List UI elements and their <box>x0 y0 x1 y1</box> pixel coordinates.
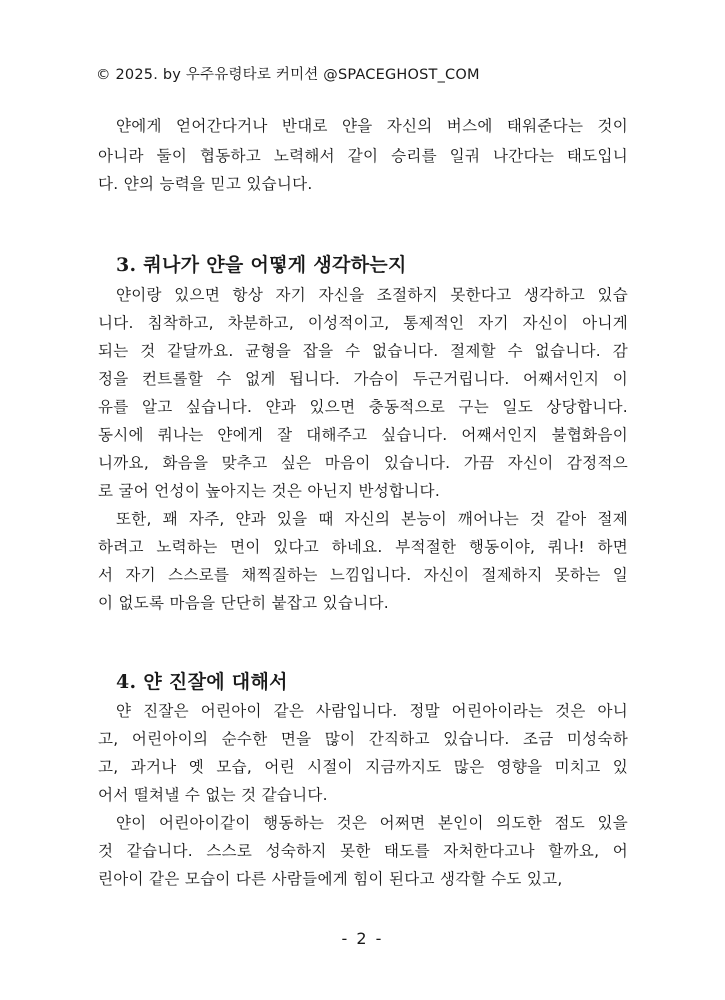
section-3-line: 이 없도록 마음을 단단히 붙잡고 있습니다. <box>98 594 390 612</box>
section-3-line: 되는 것 같달까요. 균형을 잡을 수 없습니다. 절제할 수 없습니다. 감 <box>98 342 628 360</box>
section-3-line: 니까요, 화음을 맞추고 싶은 마음이 있습니다. 가끔 자신이 감정적으 <box>98 454 628 472</box>
section-3-line: 니다. 침착하고, 차분하고, 이성적이고, 통제적인 자기 자신이 아니게 <box>98 314 628 332</box>
section-3-line: 로 굴어 언성이 높아지는 것은 아닌지 반성합니다. <box>98 482 441 500</box>
section-3-line: 동시에 쿼나는 얀에게 잘 대해주고 싶습니다. 어째서인지 불협화음이 <box>98 426 628 444</box>
section-4-line: 것 같습니다. 스스로 성숙하지 못한 태도를 자처한다고나 할까요, 어 <box>98 842 628 860</box>
section-4-line: 어서 떨쳐낼 수 없는 것 같습니다. <box>98 786 328 804</box>
page-number: - 2 - <box>341 929 384 948</box>
section-3-line: 서 자기 스스로를 채찍질하는 느낌입니다. 자신이 절제하지 못하는 일 <box>98 566 628 584</box>
section-3-line: 정을 컨트롤할 수 없게 됩니다. 가슴이 두근거립니다. 어째서인지 이 <box>98 370 628 388</box>
section-4-line: 고, 어린아이의 순수한 면을 많이 간직하고 있습니다. 조금 미성숙하 <box>98 730 628 748</box>
copyright-notice: © 2025. by 우주유령타로 커미션 @SPACEGHOST_COM <box>96 67 480 83</box>
section-3-line: 하려고 노력하는 면이 있다고 하네요. 부적절한 행동이야, 쿼나! 하면 <box>98 538 628 556</box>
section-4-line: 얀이 어린아이같이 행동하는 것은 어쩌면 본인이 의도한 점도 있을 <box>116 814 628 832</box>
section-3-line: 얀이랑 있으면 항상 자기 자신을 조절하지 못한다고 생각하고 있습 <box>116 286 628 304</box>
section-3-line: 유를 알고 싶습니다. 얀과 있으면 충동적으로 구는 일도 상당합니다. <box>98 398 628 416</box>
section-4-line: 린아이 같은 모습이 다른 사람들에게 힘이 된다고 생각할 수도 있고, <box>98 870 563 888</box>
section-4-heading: 4. 얀 진잘에 대해서 <box>116 671 288 693</box>
section-3-line: 또한, 꽤 자주, 얀과 있을 때 자신의 본능이 깨어나는 것 같아 절제 <box>116 510 628 528</box>
intro-line: 아니라 둘이 협동하고 노력해서 같이 승리를 일궈 나간다는 태도입니 <box>98 147 628 165</box>
intro-line: 다. 얀의 능력을 믿고 있습니다. <box>98 175 313 193</box>
section-4-line: 얀 진잘은 어린아이 같은 사람입니다. 정말 어린아이라는 것은 아니 <box>116 702 628 720</box>
section-3-heading: 3. 쿼나가 얀을 어떻게 생각하는지 <box>116 254 407 276</box>
section-4-line: 고, 과거나 옛 모습, 어린 시절이 지금까지도 많은 영향을 미치고 있 <box>98 758 628 776</box>
intro-line: 얀에게 얻어간다거나 반대로 얀을 자신의 버스에 태워준다는 것이 <box>116 117 628 135</box>
